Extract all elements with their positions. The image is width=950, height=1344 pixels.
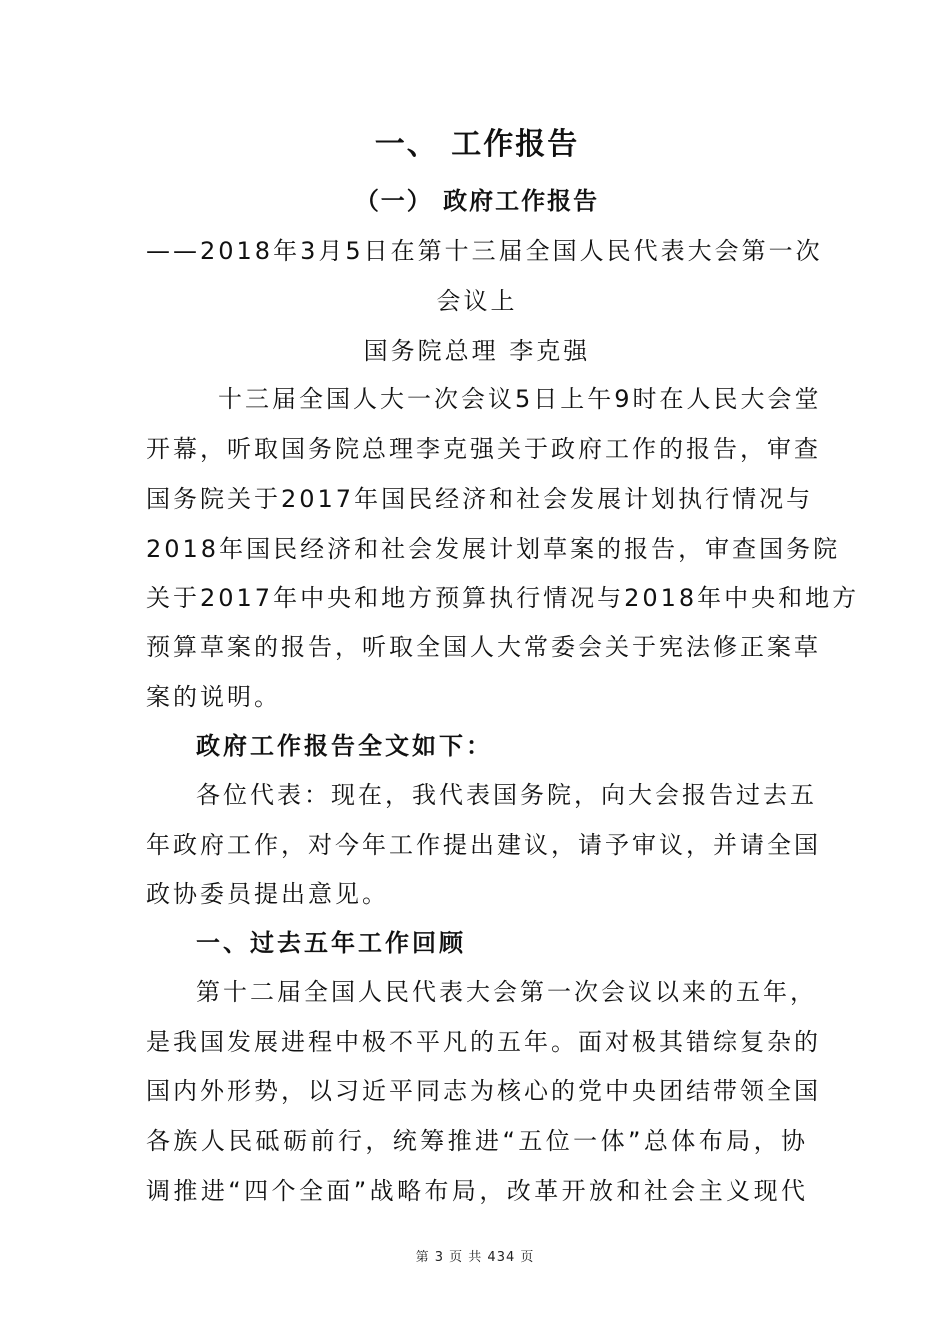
review-line: 调推进“四个全面”战略布局，改革开放和社会主义现代	[146, 1177, 808, 1205]
intro-line: 开幕，听取国务院总理李克强关于政府工作的报告，审查	[146, 435, 821, 463]
subtitle-line-2: 会议上	[436, 287, 518, 315]
author-line: 国务院总理 李克强	[363, 337, 591, 365]
review-heading: 一、过去五年工作回顾	[196, 929, 466, 957]
address-line: 政协委员提出意见。	[146, 880, 389, 908]
intro-line: 预算草案的报告，听取全国人大常委会关于宪法修正案草	[146, 633, 821, 661]
review-line: 国内外形势，以习近平同志为核心的党中央团结带领全国	[146, 1077, 821, 1105]
subtitle-line-1: ——2018年3月5日在第十三届全国人民代表大会第一次	[146, 237, 823, 265]
intro-line: 案的说明。	[146, 683, 281, 711]
intro-line: 十三届全国人大一次会议5日上午9时在人民大会堂	[218, 385, 822, 413]
page-footer: 第 3 页 共 434 页	[415, 1250, 535, 1265]
intro-line: 2018年国民经济和社会发展计划草案的报告，审查国务院	[146, 535, 841, 563]
section-title: （一） 政府工作报告	[354, 187, 600, 215]
fulltext-heading: 政府工作报告全文如下：	[196, 732, 493, 760]
review-line: 是我国发展进程中极不平凡的五年。面对极其错综复杂的	[146, 1028, 821, 1056]
chapter-title: 一、 工作报告	[374, 127, 580, 162]
address-line: 各位代表：现在，我代表国务院，向大会报告过去五	[196, 781, 817, 809]
intro-line: 关于2017年中央和地方预算执行情况与2018年中央和地方	[146, 584, 860, 612]
review-line: 各族人民砥砺前行，统筹推进“五位一体”总体布局，协	[146, 1127, 808, 1155]
intro-line: 国务院关于2017年国民经济和社会发展计划执行情况与	[146, 485, 814, 513]
review-line: 第十二届全国人民代表大会第一次会议以来的五年，	[196, 978, 817, 1006]
address-line: 年政府工作，对今年工作提出建议，请予审议，并请全国	[146, 831, 821, 859]
